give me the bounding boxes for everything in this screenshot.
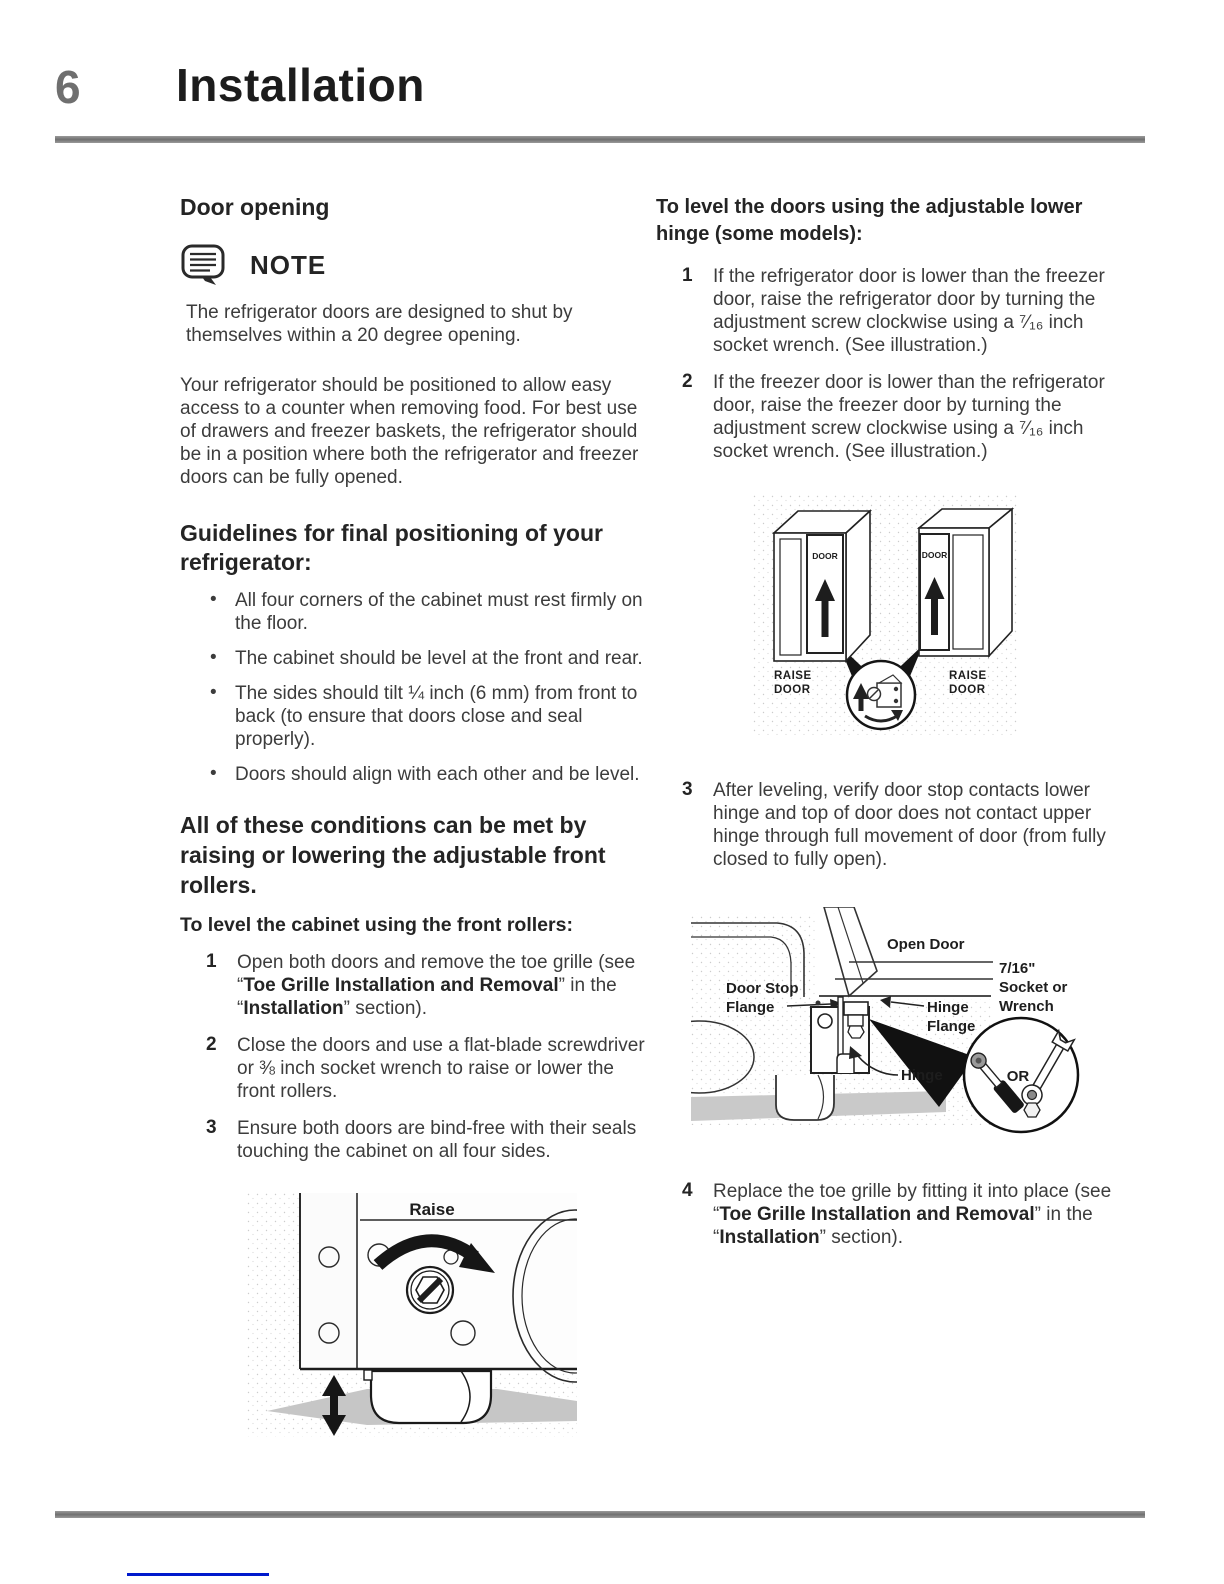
- open-door-icon: [824, 907, 877, 996]
- step-number: 3: [206, 1117, 217, 1138]
- lower-hinge-heading: To level the doors using the adjustable lower hinge (some models):: [656, 196, 1083, 245]
- right-step-2: [682, 371, 1114, 463]
- step-number: 4: [682, 1180, 693, 1201]
- bullet-icon: [210, 763, 235, 786]
- front-rollers-heading: To level the cabinet using the front rollers:: [180, 914, 573, 936]
- svg-text:DOOR: DOOR: [774, 684, 811, 696]
- hinge-assembly-icon: [811, 997, 869, 1073]
- left-column: [180, 190, 650, 1437]
- step-number: 3: [682, 779, 693, 800]
- door-stop-flange-label: Door Stop: [726, 980, 799, 997]
- note-label: NOTE: [250, 249, 327, 280]
- open-door-label: Open Door: [887, 936, 965, 953]
- roller-wheel-icon: [371, 1371, 491, 1423]
- svg-text:Wrench: Wrench: [999, 998, 1054, 1015]
- door-opening-heading: Door opening: [180, 194, 330, 220]
- bullet-icon: [210, 647, 235, 670]
- guideline-item: [210, 682, 650, 751]
- guideline-item: [210, 589, 650, 635]
- step-text: If the refrigerator door is lower than the freezer door, raise the refrigerator door by turning the adjustment screw clockwise using a ⁷⁄₁₆ inch socket wrench. (See illustration.): [713, 266, 1105, 356]
- guideline-text: Doors should align with each other and be level.: [235, 764, 640, 785]
- step-text: Ensure both doors are bind-free with their seals touching the cabinet on all four sides.: [237, 1118, 637, 1162]
- socket-wrench-label: 7/16": [999, 960, 1036, 977]
- left-step-3: [206, 1117, 650, 1163]
- right-step-3: [682, 779, 1114, 871]
- hinge-flange-label: Hinge: [927, 999, 969, 1016]
- guideline-text: The cabinet should be level at the front and rear.: [235, 648, 643, 669]
- raise-door-label: RAISE: [774, 670, 812, 682]
- step-number: 1: [682, 265, 693, 286]
- guideline-item: [210, 763, 650, 786]
- svg-text:DOOR: DOOR: [949, 684, 986, 696]
- nut-icon: [1024, 1103, 1040, 1117]
- conditions-heading: All of these conditions can be met by raising or lowering the adjustable front rollers.: [180, 812, 606, 898]
- guidelines-heading: Guidelines for final positioning of your refrigerator:: [180, 520, 603, 575]
- right-step-4: [682, 1180, 1114, 1249]
- hinge-detail-illustration: [691, 907, 1106, 1154]
- footer-rule: [55, 1511, 1145, 1518]
- front-roller-illustration: [247, 1193, 577, 1437]
- note-text: The refrigerator doors are designed to shut by themselves within a 20 degree opening.: [186, 302, 573, 346]
- hinge-label: Hinge: [901, 1067, 943, 1084]
- header-rule: [55, 136, 1145, 143]
- bullet-icon: [210, 682, 235, 751]
- raise-label: Raise: [409, 1200, 455, 1219]
- left-step-2: [206, 1034, 650, 1103]
- step-number: 2: [682, 371, 693, 392]
- guideline-item: [210, 647, 650, 670]
- note-header: [180, 243, 650, 287]
- guideline-text: All four corners of the cabinet must rest firmly on the floor.: [235, 590, 643, 634]
- step-text: Close the doors and use a flat-blade screwdriver or ⅜ inch socket wrench to raise or lower the front rollers.: [237, 1035, 645, 1102]
- step-text: If the freezer door is lower than the refrigerator door, raise the freezer door by turning the adjustment screw clockwise using a ⁷⁄₁₆ inch socket wrench. (See illustration.): [713, 372, 1105, 462]
- right-column: [656, 190, 1114, 1249]
- right-step-1: [682, 265, 1114, 357]
- step-number: 2: [206, 1034, 217, 1055]
- step-text: Replace the toe grille by fitting it into place (see “Toe Grille Installation and Removal” in the “Installation” section).: [713, 1181, 1112, 1248]
- step-text: After leveling, verify door stop contacts lower hinge and top of door does not contact upper hinge through full movement of door (from fully closed to fully open).: [713, 780, 1106, 870]
- door-label: DOOR: [812, 551, 838, 561]
- positioning-paragraph: Your refrigerator should be positioned to allow easy access to a counter when removing food. For best use of drawers and freezer baskets, the refrigerator should be in a position where both the refrigerator and freezer doors can be fully opened.: [180, 375, 639, 488]
- footer-link[interactable]: [127, 1573, 269, 1576]
- raise-door-label: RAISE: [949, 670, 987, 682]
- guideline-text: The sides should tilt ¼ inch (6 mm) from front to back (to ensure that doors close and seal properly).: [235, 683, 638, 750]
- page-number: 6: [55, 61, 81, 113]
- page-title: Installation: [176, 59, 425, 111]
- svg-text:Flange: Flange: [726, 999, 775, 1016]
- or-label: OR: [1006, 1068, 1030, 1085]
- left-step-1: [206, 951, 650, 1020]
- raise-door-illustration: [753, 495, 1019, 735]
- svg-text:Socket or: Socket or: [999, 979, 1068, 996]
- svg-text:Flange: Flange: [927, 1018, 976, 1035]
- step-text: Open both doors and remove the toe grille (see “Toe Grille Installation and Removal” in the “Installation” section).: [237, 952, 636, 1019]
- bullet-icon: [210, 589, 235, 635]
- note-icon: [180, 243, 228, 287]
- door-label: DOOR: [921, 550, 948, 560]
- step-number: 1: [206, 951, 217, 972]
